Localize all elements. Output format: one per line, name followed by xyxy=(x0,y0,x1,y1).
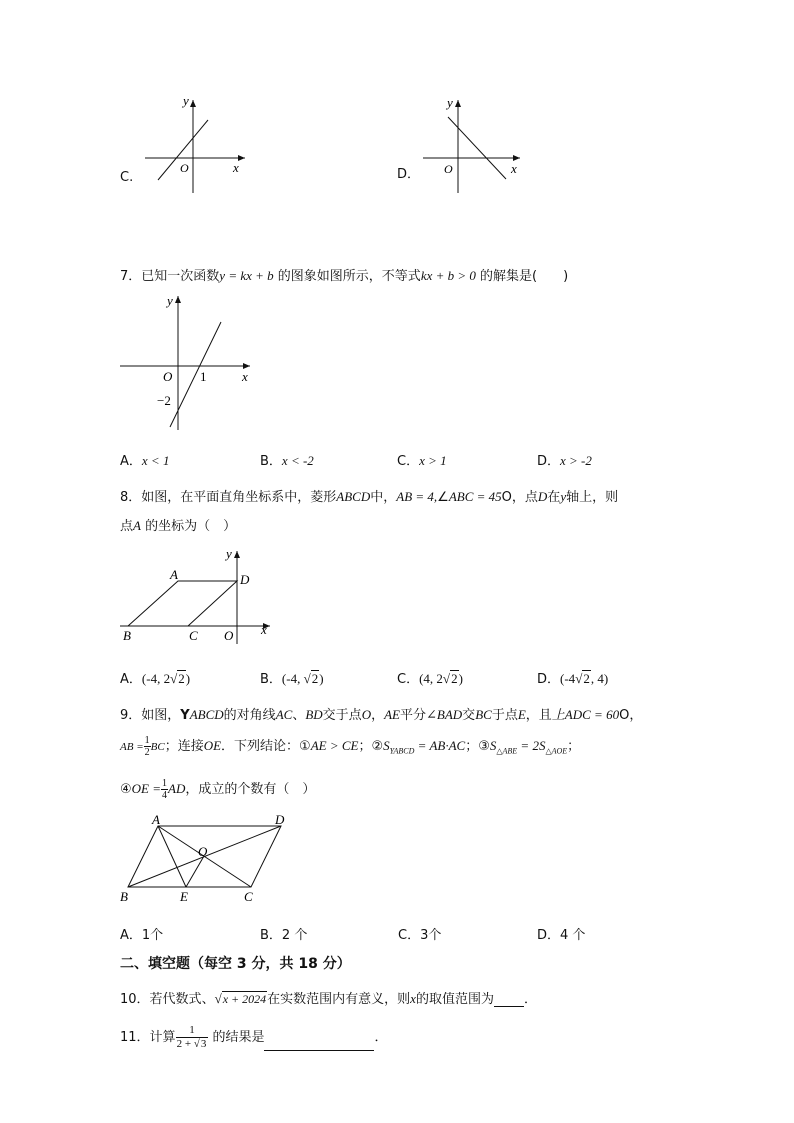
area-subscript: YABCD xyxy=(389,746,415,756)
q7-option-c xyxy=(397,450,447,469)
stem-text: 的对角线 xyxy=(223,708,276,723)
option-value: 2 个 xyxy=(281,928,308,943)
stem-text: ，且 xyxy=(525,708,552,723)
answer-blank[interactable] xyxy=(264,1038,374,1051)
stem-text: 的取值范围为 xyxy=(415,992,494,1007)
q7-option-a xyxy=(120,450,169,469)
fraction-denominator: 2 xyxy=(144,747,150,758)
question-9-stem-line1 xyxy=(120,704,642,723)
vertex-c-label: C xyxy=(244,889,253,904)
point-label: O xyxy=(361,707,372,722)
option-letter: A． xyxy=(120,672,142,687)
option-letter: C． xyxy=(397,454,420,469)
question-7-stem xyxy=(120,265,568,284)
stem-text: ，点 xyxy=(511,490,538,505)
area-subscript: △AOE xyxy=(545,746,568,756)
option-c-label: C. xyxy=(120,170,134,185)
question-8-stem-line2 xyxy=(120,515,236,534)
stem-text: ；② xyxy=(358,739,384,754)
x-axis-label: x xyxy=(511,161,517,176)
option-letter: D． xyxy=(537,672,561,687)
fraction-denominator: 4 xyxy=(162,790,168,801)
question-8-stem-line1 xyxy=(120,486,618,505)
option-value: x > -2 xyxy=(560,453,592,468)
y-axis-label: y xyxy=(226,546,232,561)
question-10-stem: 10．若代数式、√x + 2024在实数范围内有意义，则x的取值范围为 ． xyxy=(120,991,537,1007)
fraction-quarter xyxy=(161,778,168,801)
option-c-graph xyxy=(140,95,250,195)
stem-text: 计算 xyxy=(149,1030,176,1045)
option-value: x < 1 xyxy=(141,453,170,468)
stem-text: 的图象如图所示，不等式 xyxy=(277,269,421,284)
radicand: 2 xyxy=(311,671,319,686)
stem-text: ， xyxy=(371,708,385,723)
radicand: 2 xyxy=(178,671,185,686)
point-o-label: O xyxy=(198,844,208,859)
option-value: x > 1 xyxy=(419,453,447,468)
condition: AB = 4, xyxy=(396,489,438,504)
q9-option-d xyxy=(537,924,585,943)
question-9-stem-line3 xyxy=(120,778,315,801)
q8-option-a: A．(-4, 2√2) xyxy=(120,671,191,687)
fraction-numerator: 1 xyxy=(162,778,168,789)
option-value: x < -2 xyxy=(281,453,314,468)
angle-symbol: ∠ xyxy=(437,490,449,505)
question-11-stem xyxy=(120,1024,388,1051)
shape-name: ABCD xyxy=(336,489,371,504)
variable: x xyxy=(410,991,416,1006)
option-d-label: D． xyxy=(397,167,421,182)
question-number: 11． xyxy=(120,1030,150,1045)
stem-text: 交于点 xyxy=(322,708,362,723)
option-value: , 4) xyxy=(590,671,609,686)
x-axis-label: x xyxy=(242,369,248,384)
stem-text: 如图， xyxy=(141,708,181,723)
option-letter: A． xyxy=(120,454,142,469)
axis-name: y xyxy=(560,489,567,504)
origin-label: O xyxy=(163,369,173,384)
option-value: 4 个 xyxy=(560,928,586,943)
degree-symbol: O xyxy=(619,708,630,723)
x-axis-label: x xyxy=(261,622,267,637)
stem-text: 在 xyxy=(547,490,561,505)
vertex-b-label: B xyxy=(120,889,128,904)
vertex-d-label: D xyxy=(240,572,250,587)
segment-label: AD xyxy=(168,781,186,796)
option-letter: B． xyxy=(260,672,282,687)
question-9-stem-line2 xyxy=(120,735,580,758)
area-subscript: △ABE xyxy=(496,746,518,756)
equation-part: AB = xyxy=(120,741,144,753)
q9-option-b xyxy=(260,924,307,943)
conclusion-3: = 2S xyxy=(517,738,546,753)
option-value: ) xyxy=(185,671,191,686)
fraction-numerator: 1 xyxy=(144,735,150,746)
stem-text: 的结果是 xyxy=(212,1030,265,1045)
stem-text: ．下列结论：① xyxy=(221,739,311,754)
fraction-numerator: 1 xyxy=(176,1024,209,1038)
x-tick-label: 1 xyxy=(200,369,207,384)
segment-label: BD xyxy=(305,707,323,722)
separator: 、 xyxy=(292,708,306,723)
shape-name: ABCD xyxy=(189,707,224,722)
vertex-a-label: A xyxy=(152,814,160,827)
radicand: 2 xyxy=(451,671,458,686)
function-expression: y = kx + b xyxy=(219,268,274,283)
stem-text: ． xyxy=(523,992,537,1007)
q9-option-a xyxy=(120,924,163,943)
stem-text: 如图，在平面直角坐标系中，菱形 xyxy=(141,490,337,505)
segment-label: OE xyxy=(203,738,222,753)
option-value: (-4, xyxy=(281,671,304,686)
question-number: 9． xyxy=(120,708,142,723)
radicand: x + 2024 xyxy=(222,992,267,1006)
fraction-expression xyxy=(176,1024,209,1051)
x-axis-label: x xyxy=(233,160,239,175)
stem-text: ； xyxy=(567,739,581,754)
vertex-a-label: A xyxy=(170,567,178,582)
area-symbol: S xyxy=(383,738,390,753)
y-tick-label: −2 xyxy=(157,393,171,408)
segment-label: BC xyxy=(150,741,165,753)
point-label: E xyxy=(517,707,526,722)
stem-text: 已知一次函数 xyxy=(141,269,220,284)
angle-label: ∠BAD xyxy=(426,707,463,722)
separator: 、 xyxy=(201,992,215,1007)
fraction-half xyxy=(144,735,151,758)
question-number: 8． xyxy=(120,490,142,505)
denominator-part: 2 + xyxy=(176,1038,194,1050)
fraction-denominator: 2 + √3 xyxy=(176,1038,207,1050)
question-number: 10． xyxy=(120,992,150,1007)
stem-text: 的坐标为（ ） xyxy=(145,519,237,534)
point-label: A xyxy=(133,518,141,533)
segment-label: AC xyxy=(275,707,293,722)
q8-option-b: B．(-4, √2) xyxy=(260,671,324,687)
stem-text: 在实数范围内有意义，则 xyxy=(267,992,411,1007)
stem-text: ． xyxy=(374,1030,388,1045)
q8-option-c: C．(4, 2√2) xyxy=(397,671,463,687)
y-axis-label: y xyxy=(167,293,173,308)
stem-text: ；③ xyxy=(465,739,490,754)
point-e-label: E xyxy=(180,889,188,904)
q9-option-c xyxy=(398,924,441,943)
degree-symbol: O xyxy=(501,490,512,505)
option-letter: A． xyxy=(120,928,142,943)
parallelogram-symbol: Y xyxy=(180,708,190,723)
q8-option-d: D．(-4√2, 4) xyxy=(537,671,609,687)
q7-option-b xyxy=(260,450,314,469)
stem-text: 的解集是( ) xyxy=(480,269,569,284)
stem-text: 交 xyxy=(462,708,476,723)
equation-part: OE = xyxy=(131,781,162,796)
origin-label: O xyxy=(180,161,189,175)
angle-condition: 上ADC = 60 xyxy=(551,707,620,722)
option-letter: B． xyxy=(260,928,282,943)
segment-label: BC xyxy=(475,707,492,722)
option-letter: D． xyxy=(537,454,561,469)
area-symbol: S xyxy=(489,738,497,753)
stem-text: 若代数式 xyxy=(149,992,202,1007)
condition: ABC = 45 xyxy=(448,489,502,504)
stem-text: 平分 xyxy=(399,708,426,723)
q7-option-d xyxy=(537,450,592,469)
radicand: 2 xyxy=(583,671,590,686)
conclusion-number: ④ xyxy=(120,782,132,797)
option-letter: C． xyxy=(398,928,421,943)
option-letter: D． xyxy=(537,928,561,943)
option-value: 1个 xyxy=(141,928,164,943)
option-value: 3个 xyxy=(420,928,442,943)
vertex-d-label: D xyxy=(275,814,285,827)
stem-text: 中， xyxy=(370,490,397,505)
stem-text: 轴上，则 xyxy=(566,490,619,505)
origin-label: O xyxy=(224,628,234,643)
vertex-b-label: B xyxy=(123,628,131,643)
option-value: (-4, 2 xyxy=(141,671,171,686)
point-label: D xyxy=(537,489,548,504)
option-value: ) xyxy=(319,671,324,686)
question-9-figure xyxy=(118,814,298,906)
inequality-expression: kx + b > 0 xyxy=(420,268,476,283)
origin-label: O xyxy=(444,162,453,176)
vertex-c-label: C xyxy=(189,628,198,643)
question-8-figure xyxy=(118,546,278,646)
section-title: 二、填空题（每空 3 分，共 18 分） xyxy=(120,956,351,972)
option-letter: B． xyxy=(260,454,282,469)
stem-text: ；连接 xyxy=(164,739,204,754)
option-value: ) xyxy=(458,671,463,686)
stem-text: ， xyxy=(629,708,643,723)
option-d-graph xyxy=(418,95,528,195)
y-axis-label: y xyxy=(447,95,453,110)
option-letter: C． xyxy=(397,672,420,687)
stem-text: 点 xyxy=(120,519,134,534)
segment-label: AE xyxy=(384,707,400,722)
option-value: (-4 xyxy=(560,671,576,686)
stem-text: ，成立的个数有（ ） xyxy=(185,782,316,797)
y-axis-label: y xyxy=(183,95,189,108)
question-7-graph xyxy=(118,292,258,432)
option-value: (4, 2 xyxy=(419,671,443,686)
radicand: 3 xyxy=(200,1038,207,1050)
stem-text: 于点 xyxy=(491,708,518,723)
conclusion-2: = AB·AC xyxy=(414,738,466,753)
conclusion-1: AE > CE xyxy=(310,738,359,753)
question-number: 7． xyxy=(120,269,142,284)
answer-blank[interactable] xyxy=(494,994,524,1007)
